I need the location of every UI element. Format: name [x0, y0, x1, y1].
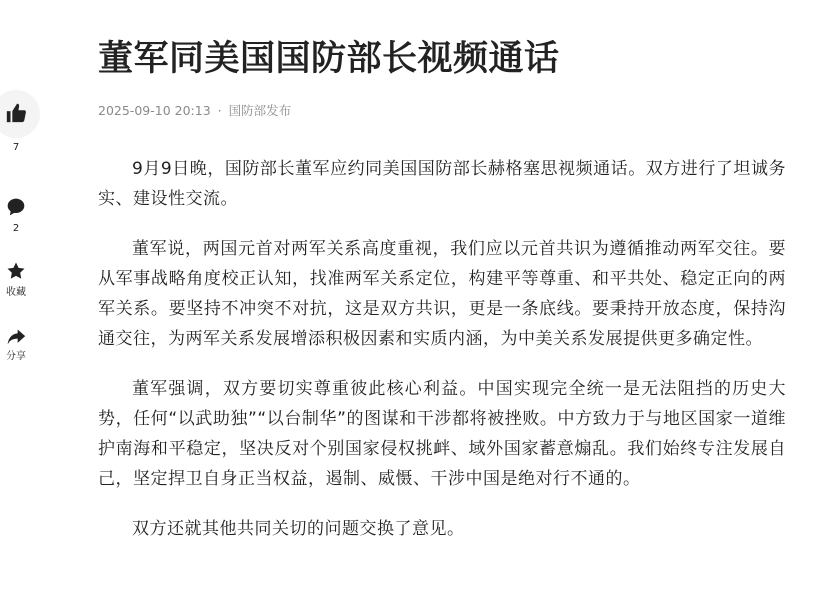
action-sidebar	[0, 0, 40, 613]
meta-separator: ·	[217, 103, 222, 118]
article-paragraph: 董军说，两国元首对两军关系高度重视，我们应以元首共识为遵循推动两军交往。要从军事战略角度校正认知，找准两军关系定位，构建平等尊重、和平共处、稳定正向的两军关系。要坚持不冲突不对抗，这是双方共识，更是一条底线。要秉持开放态度，保持沟通交往，为两军关系发展增添积极因素和实质内涵，为中美关系发展提供更多确定性。	[98, 239, 786, 349]
share-button[interactable]	[0, 327, 32, 363]
like-count: 7	[12, 142, 20, 153]
publish-datetime: 2025-09-10 20:13	[98, 103, 211, 118]
article-paragraph: 董军强调，双方要切实尊重彼此核心利益。中国实现完全统一是无法阻挡的历史大势，任何“以武助独”“以台制华”的图谋和干涉都将被挫败。中方致力于与地区国家一道维护南海和平稳定，坚决反对个别国家侵权挑衅、域外国家蓄意煽乱。我们始终专注发展自己，坚定捍卫自身正当权益，遏制、威慑、干涉中国是绝对行不通的。	[98, 379, 786, 489]
share-arrow-icon[interactable]	[6, 327, 26, 347]
favorite-button[interactable]	[0, 261, 32, 299]
article-meta	[98, 102, 291, 120]
favorite-label: 收藏	[6, 287, 26, 298]
comment-count: 2	[12, 223, 20, 234]
article-source: 国防部发布	[228, 103, 292, 118]
comment-icon[interactable]	[6, 197, 26, 217]
article-paragraph: 双方还就其他共同关切的问题交换了意见。	[132, 519, 465, 539]
comment-button[interactable]	[0, 197, 32, 235]
thumbs-up-icon[interactable]	[5, 102, 27, 124]
like-button[interactable]	[0, 102, 32, 154]
article-title: 董军同美国国防部长视频通话	[98, 39, 560, 79]
article-body	[98, 154, 786, 564]
share-label: 分享	[6, 351, 26, 362]
star-icon[interactable]	[6, 261, 26, 281]
article-paragraph: 9月9日晚，国防部长董军应约同美国国防部长赫格塞思视频通话。双方进行了坦诚务实、建设性交流。	[98, 159, 786, 209]
